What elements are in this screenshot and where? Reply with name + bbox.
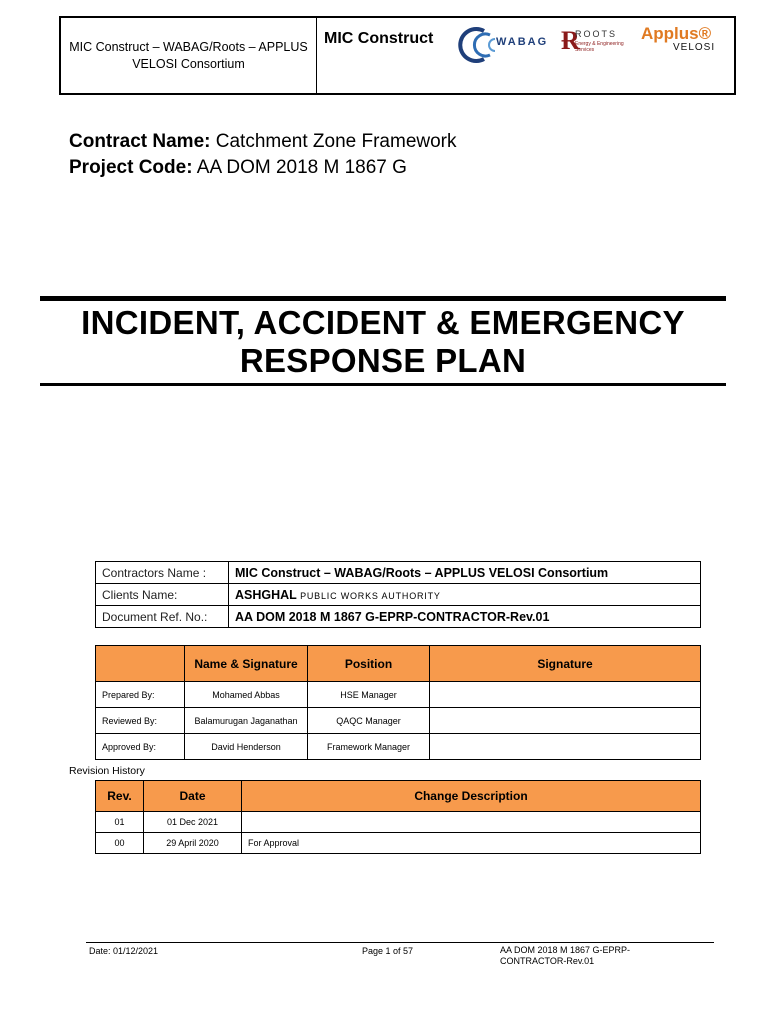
table-row <box>96 708 701 734</box>
title-line-1: INCIDENT, ACCIDENT & EMERGENCY <box>81 304 685 341</box>
approved-by-name: David Henderson <box>185 734 308 760</box>
title-line-2: RESPONSE PLAN <box>239 342 527 379</box>
contract-details-table <box>95 561 701 628</box>
revision-date: 01 Dec 2021 <box>144 812 242 833</box>
revision-history-label: Revision History <box>69 765 145 777</box>
revision-date: 29 April 2020 <box>144 833 242 854</box>
document-header <box>59 16 736 95</box>
project-code-label: Project Code: <box>69 157 193 178</box>
table-header-row <box>96 646 701 682</box>
approved-by-signature <box>430 734 701 760</box>
approved-by-label: Approved By: <box>96 734 185 760</box>
approved-by-position: Framework Manager <box>308 734 430 760</box>
contract-name-line <box>69 129 457 155</box>
table-row <box>96 833 701 854</box>
reviewed-by-signature <box>430 708 701 734</box>
clients-name-label: Clients Name: <box>96 584 229 606</box>
revision-history-table <box>95 780 701 854</box>
table-row <box>96 606 701 628</box>
footer-document-ref: AA DOM 2018 M 1867 G-EPRP-CONTRACTOR-Rev.01 <box>500 945 631 966</box>
column-header-change-description: Change Description <box>242 781 701 812</box>
column-header-name: Name & Signature <box>185 646 308 682</box>
revision-number: 00 <box>96 833 144 854</box>
revision-number: 01 <box>96 812 144 833</box>
document-title <box>40 304 726 380</box>
column-header-date: Date <box>144 781 242 812</box>
revision-description: For Approval <box>242 833 701 854</box>
footer-page-number: Page 1 of 57 <box>362 946 414 956</box>
prepared-by-position: HSE Manager <box>308 682 430 708</box>
prepared-by-name: Mohamed Abbas <box>185 682 308 708</box>
project-code-value: AA DOM 2018 M 1867 G <box>196 157 407 178</box>
header-title: MIC Construct <box>324 30 434 47</box>
table-row <box>96 584 701 606</box>
title-rule-top <box>40 296 726 301</box>
reviewed-by-name: Balamurugan Jaganathan <box>185 708 308 734</box>
reviewed-by-label: Reviewed By: <box>96 708 185 734</box>
column-header-position: Position <box>308 646 430 682</box>
footer-date: Date: 01/12/2021 <box>89 946 159 956</box>
project-code-line <box>69 155 457 181</box>
roots-logo-subtext: Energy & Engineering Services <box>575 41 624 53</box>
table-row <box>96 734 701 760</box>
table-row <box>96 562 701 584</box>
clients-name-cell <box>229 584 701 606</box>
reviewed-by-position: QAQC Manager <box>308 708 430 734</box>
header-consortium-text: MIC Construct – WABAG/Roots – APPLUS VELOSI Consortium <box>61 18 317 93</box>
applus-logo-text: Applus® <box>641 24 712 43</box>
contractors-name-value: MIC Construct – WABAG/Roots – APPLUS VELOSI Consortium <box>229 562 701 584</box>
wabag-logo-text: WABAG <box>496 36 549 48</box>
document-ref-label: Document Ref. No.: <box>96 606 229 628</box>
contract-name-value: Catchment Zone Framework <box>215 131 457 152</box>
column-header-rev: Rev. <box>96 781 144 812</box>
footer-rule <box>86 942 714 943</box>
prepared-by-label: Prepared By: <box>96 682 185 708</box>
column-header-role <box>96 646 185 682</box>
contract-info <box>69 129 457 181</box>
table-row <box>96 682 701 708</box>
roots-logo-icon: Ɍ <box>561 26 580 55</box>
column-header-signature: Signature <box>430 646 701 682</box>
prepared-by-signature <box>430 682 701 708</box>
velosi-logo-text: VELOSI <box>673 42 716 53</box>
roots-logo-text: ROOTS <box>575 29 618 39</box>
clients-name-value: ASHGHAL <box>235 587 297 602</box>
revision-description <box>242 812 701 833</box>
table-header-row <box>96 781 701 812</box>
contract-name-label: Contract Name: <box>69 131 211 152</box>
title-rule-bottom <box>40 383 726 386</box>
clients-name-suffix: PUBLIC WORKS AUTHORITY <box>300 590 441 601</box>
document-ref-value: AA DOM 2018 M 1867 G-EPRP-CONTRACTOR-Rev.01 <box>229 606 701 628</box>
table-row <box>96 812 701 833</box>
signature-table <box>95 645 701 760</box>
contractors-name-label: Contractors Name : <box>96 562 229 584</box>
